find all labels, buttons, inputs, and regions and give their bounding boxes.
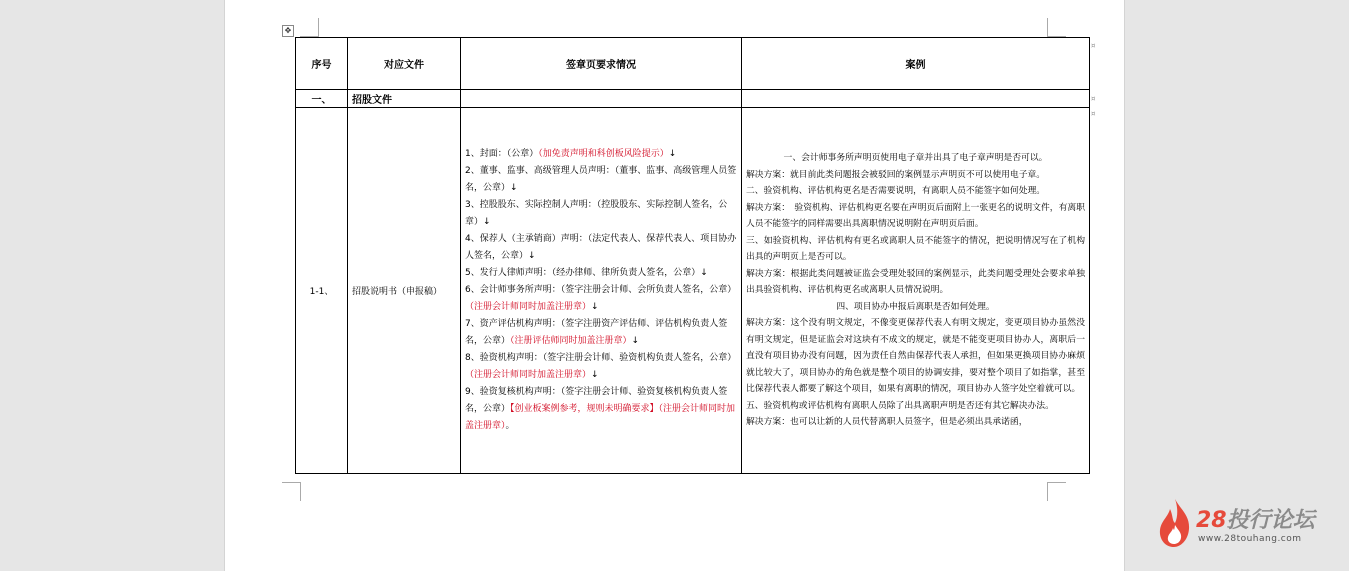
requirement-item: 2、董事、监事、高级管理人员声明：（董事、监事、高级管理人员签名，公章）↓ (465, 166, 737, 193)
row-end-mark-icon: ¤ (1091, 110, 1096, 118)
requirement-item: 1、封面：（公章）（加免责声明和科创板风险提示）↓ (465, 149, 677, 159)
requirement-item: 7、资产评估机构声明：（签字注册资产评估师、评估机构负责人签名，公章）（注册评估师同时加盖注册章）↓ (465, 319, 728, 346)
header-number: 序号 (296, 38, 348, 90)
section-number: 一、 (296, 90, 348, 108)
requirement-item: 5、发行人律师声明：（经办律师、律所负责人签名，公章）↓ (465, 268, 708, 278)
row-end-mark-icon: ¤ (1091, 95, 1096, 103)
crop-mark-bottom-right (1047, 482, 1066, 501)
table-row (296, 108, 1090, 474)
requirement-item: 4、保荐人（主承销商）声明：（法定代表人、保荐代表人、项目协办人签名，公章）↓ (465, 234, 737, 261)
row-number: 1-1、 (296, 108, 348, 474)
case-paragraph: 解决方案：这个没有明文规定，不像变更保荐代表人有明文规定，变更项目协办虽然没有明文规定，但是证监会对这块有不成文的规定，就是不能变更项目协办人，离职后一直没有项目协办没有问题，因为责任自然由保荐代表人承担，但如果更换项目协办麻烦就比较大了，项目协办的角色就是整个项目的协调安排，要对整个项目了如指掌，甚至比保荐代表人都要了解这个项目，如果有离职的情况，项目协办人签字处空着就可以。 (746, 318, 1085, 395)
case-paragraph: 解决方案： 验资机构、评估机构更名要在声明页后面附上一张更名的说明文件，有离职人员不能签字的同样需要出具离职情况说明附在声明页后面。 (746, 202, 1085, 230)
section-empty-cell (742, 90, 1090, 108)
cases-cell (742, 108, 1090, 474)
requirement-item: 8、验资机构声明：（签字注册会计师、验资机构负责人签名，公章）（注册会计师同时加盖注册章）↓ (465, 353, 737, 380)
case-paragraph: 三、如验资机构、评估机构有更名或离职人员不能签字的情况，把说明情况写在了机构出具的声明页上是否可以。 (746, 235, 1085, 263)
case-paragraph: 五、验资机构或评估机构有离职人员除了出具离职声明是否还有其它解决办法。 (746, 400, 1054, 411)
flame-icon (1156, 497, 1194, 549)
header-cases: 案例 (742, 38, 1090, 90)
requirement-item: 3、控股股东、实际控制人声明：（控股股东、实际控制人签名，公章）↓ (465, 200, 728, 227)
header-document: 对应文件 (348, 38, 461, 90)
requirement-item: 9、验资复核机构声明：（签字注册会计师、验资复核机构负责人签名，公章）【创业板案例参考，规则未明确要求】（注册会计师同时加盖注册章）。 (465, 387, 736, 431)
section-row (296, 90, 1090, 108)
requirements-cell (461, 108, 742, 474)
case-paragraph: 解决方案：根据此类问题被证监会受理处驳回的案例显示，此类问题受理处会要求单独出具验资机构、评估机构更名或离职人员情况说明。 (746, 268, 1085, 296)
case-paragraph: 一、会计师事务所声明页使用电子章并出具了电子章声明是否可以。 (783, 153, 1048, 164)
case-paragraph: 解决方案：就目前此类问题报会被驳回的案例显示声明页不可以使用电子章。 (746, 169, 1046, 180)
signature-requirements-table (295, 37, 1090, 474)
crop-mark-top-right (1047, 18, 1066, 37)
crop-mark-top-left (300, 18, 319, 37)
forum-logo[interactable] (1156, 497, 1326, 553)
crop-mark-bottom-left (282, 482, 301, 501)
table-move-handle-icon[interactable]: ✥ (282, 25, 294, 37)
row-end-mark-icon: ¤ (1091, 42, 1096, 50)
section-empty-cell (461, 90, 742, 108)
case-paragraph: 解决方案：也可以让新的人员代替离职人员签字，但是必须出具承诺函， (746, 417, 1028, 428)
requirement-item: 6、会计师事务所声明：（签字注册会计师、会所负责人签名，公章）（注册会计师同时加盖注册章）↓ (465, 285, 737, 312)
logo-title: 28投行论坛 (1196, 508, 1315, 533)
row-document: 招股说明书（申报稿） (348, 108, 461, 474)
case-paragraph: 四、项目协办申报后离职是否如何处理。 (836, 301, 995, 312)
header-requirements: 签章页要求情况 (461, 38, 742, 90)
logo-url: www.28touhang.com (1198, 534, 1302, 544)
case-paragraph: 二、验资机构、评估机构更名是否需要说明，有离职人员不能签字如何处理。 (746, 186, 1046, 197)
table-header-row (296, 38, 1090, 90)
section-title: 招股文件 (348, 90, 461, 108)
